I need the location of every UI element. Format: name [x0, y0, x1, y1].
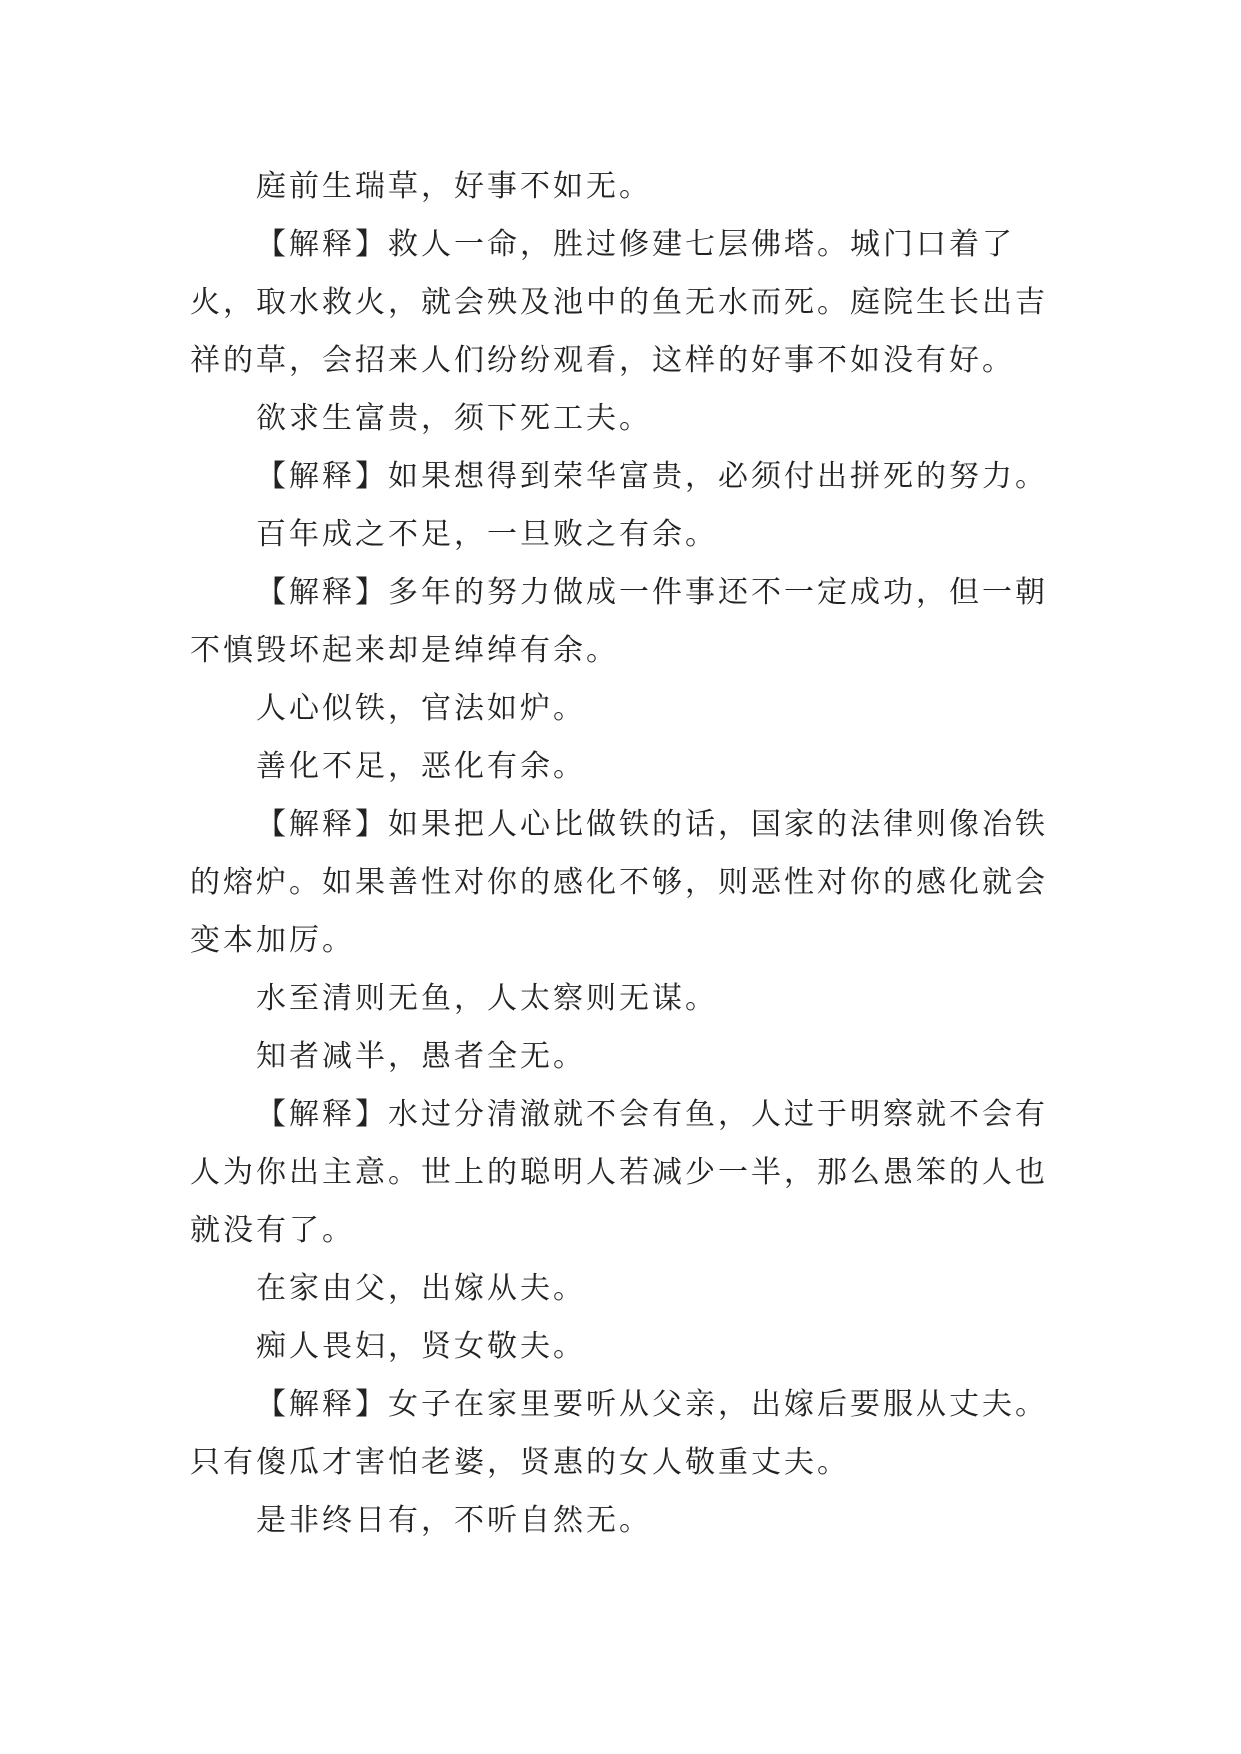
paragraph: 【解释】如果把人心比做铁的话，国家的法律则像冶铁的熔炉。如果善性对你的感化不够，则恶性对你的感化就会变本加厉。: [190, 807, 1048, 958]
paragraph: 欲求生富贵，须下死工夫。: [256, 401, 652, 436]
paragraph: 人心似铁，官法如炉。: [256, 691, 586, 726]
paragraph: 庭前生瑞草，好事不如无。: [256, 169, 652, 204]
paragraph: 知者减半，愚者全无。: [256, 1039, 586, 1074]
paragraph: 【解释】水过分清澈就不会有鱼，人过于明察就不会有人为你出主意。世上的聪明人若减少一半，那么愚笨的人也就没有了。: [190, 1097, 1048, 1248]
paragraph: 痴人畏妇，贤女敬夫。: [256, 1329, 586, 1364]
document-body: [190, 158, 1070, 1550]
paragraph: 【解释】救人一命，胜过修建七层佛塔。城门口着了火，取水救火，就会殃及池中的鱼无水而死。庭院生长出吉祥的草，会招来人们纷纷观看，这样的好事不如没有好。: [190, 227, 1048, 378]
paragraph: 在家由父，出嫁从夫。: [256, 1271, 586, 1306]
paragraph: 水至清则无鱼，人太察则无谋。: [256, 981, 718, 1016]
paragraph: 是非终日有，不听自然无。: [256, 1503, 652, 1538]
paragraph: 【解释】多年的努力做成一件事还不一定成功，但一朝不慎毁坏起来却是绰绰有余。: [190, 575, 1048, 668]
paragraph: 百年成之不足，一旦败之有余。: [256, 517, 718, 552]
paragraph: 【解释】如果想得到荣华富贵，必须付出拼死的努力。: [256, 459, 1048, 494]
paragraph: 【解释】女子在家里要听从父亲，出嫁后要服从丈夫。只有傻瓜才害怕老婆，贤惠的女人敬重丈夫。: [190, 1387, 1048, 1480]
paragraph: 善化不足，恶化有余。: [256, 749, 586, 784]
